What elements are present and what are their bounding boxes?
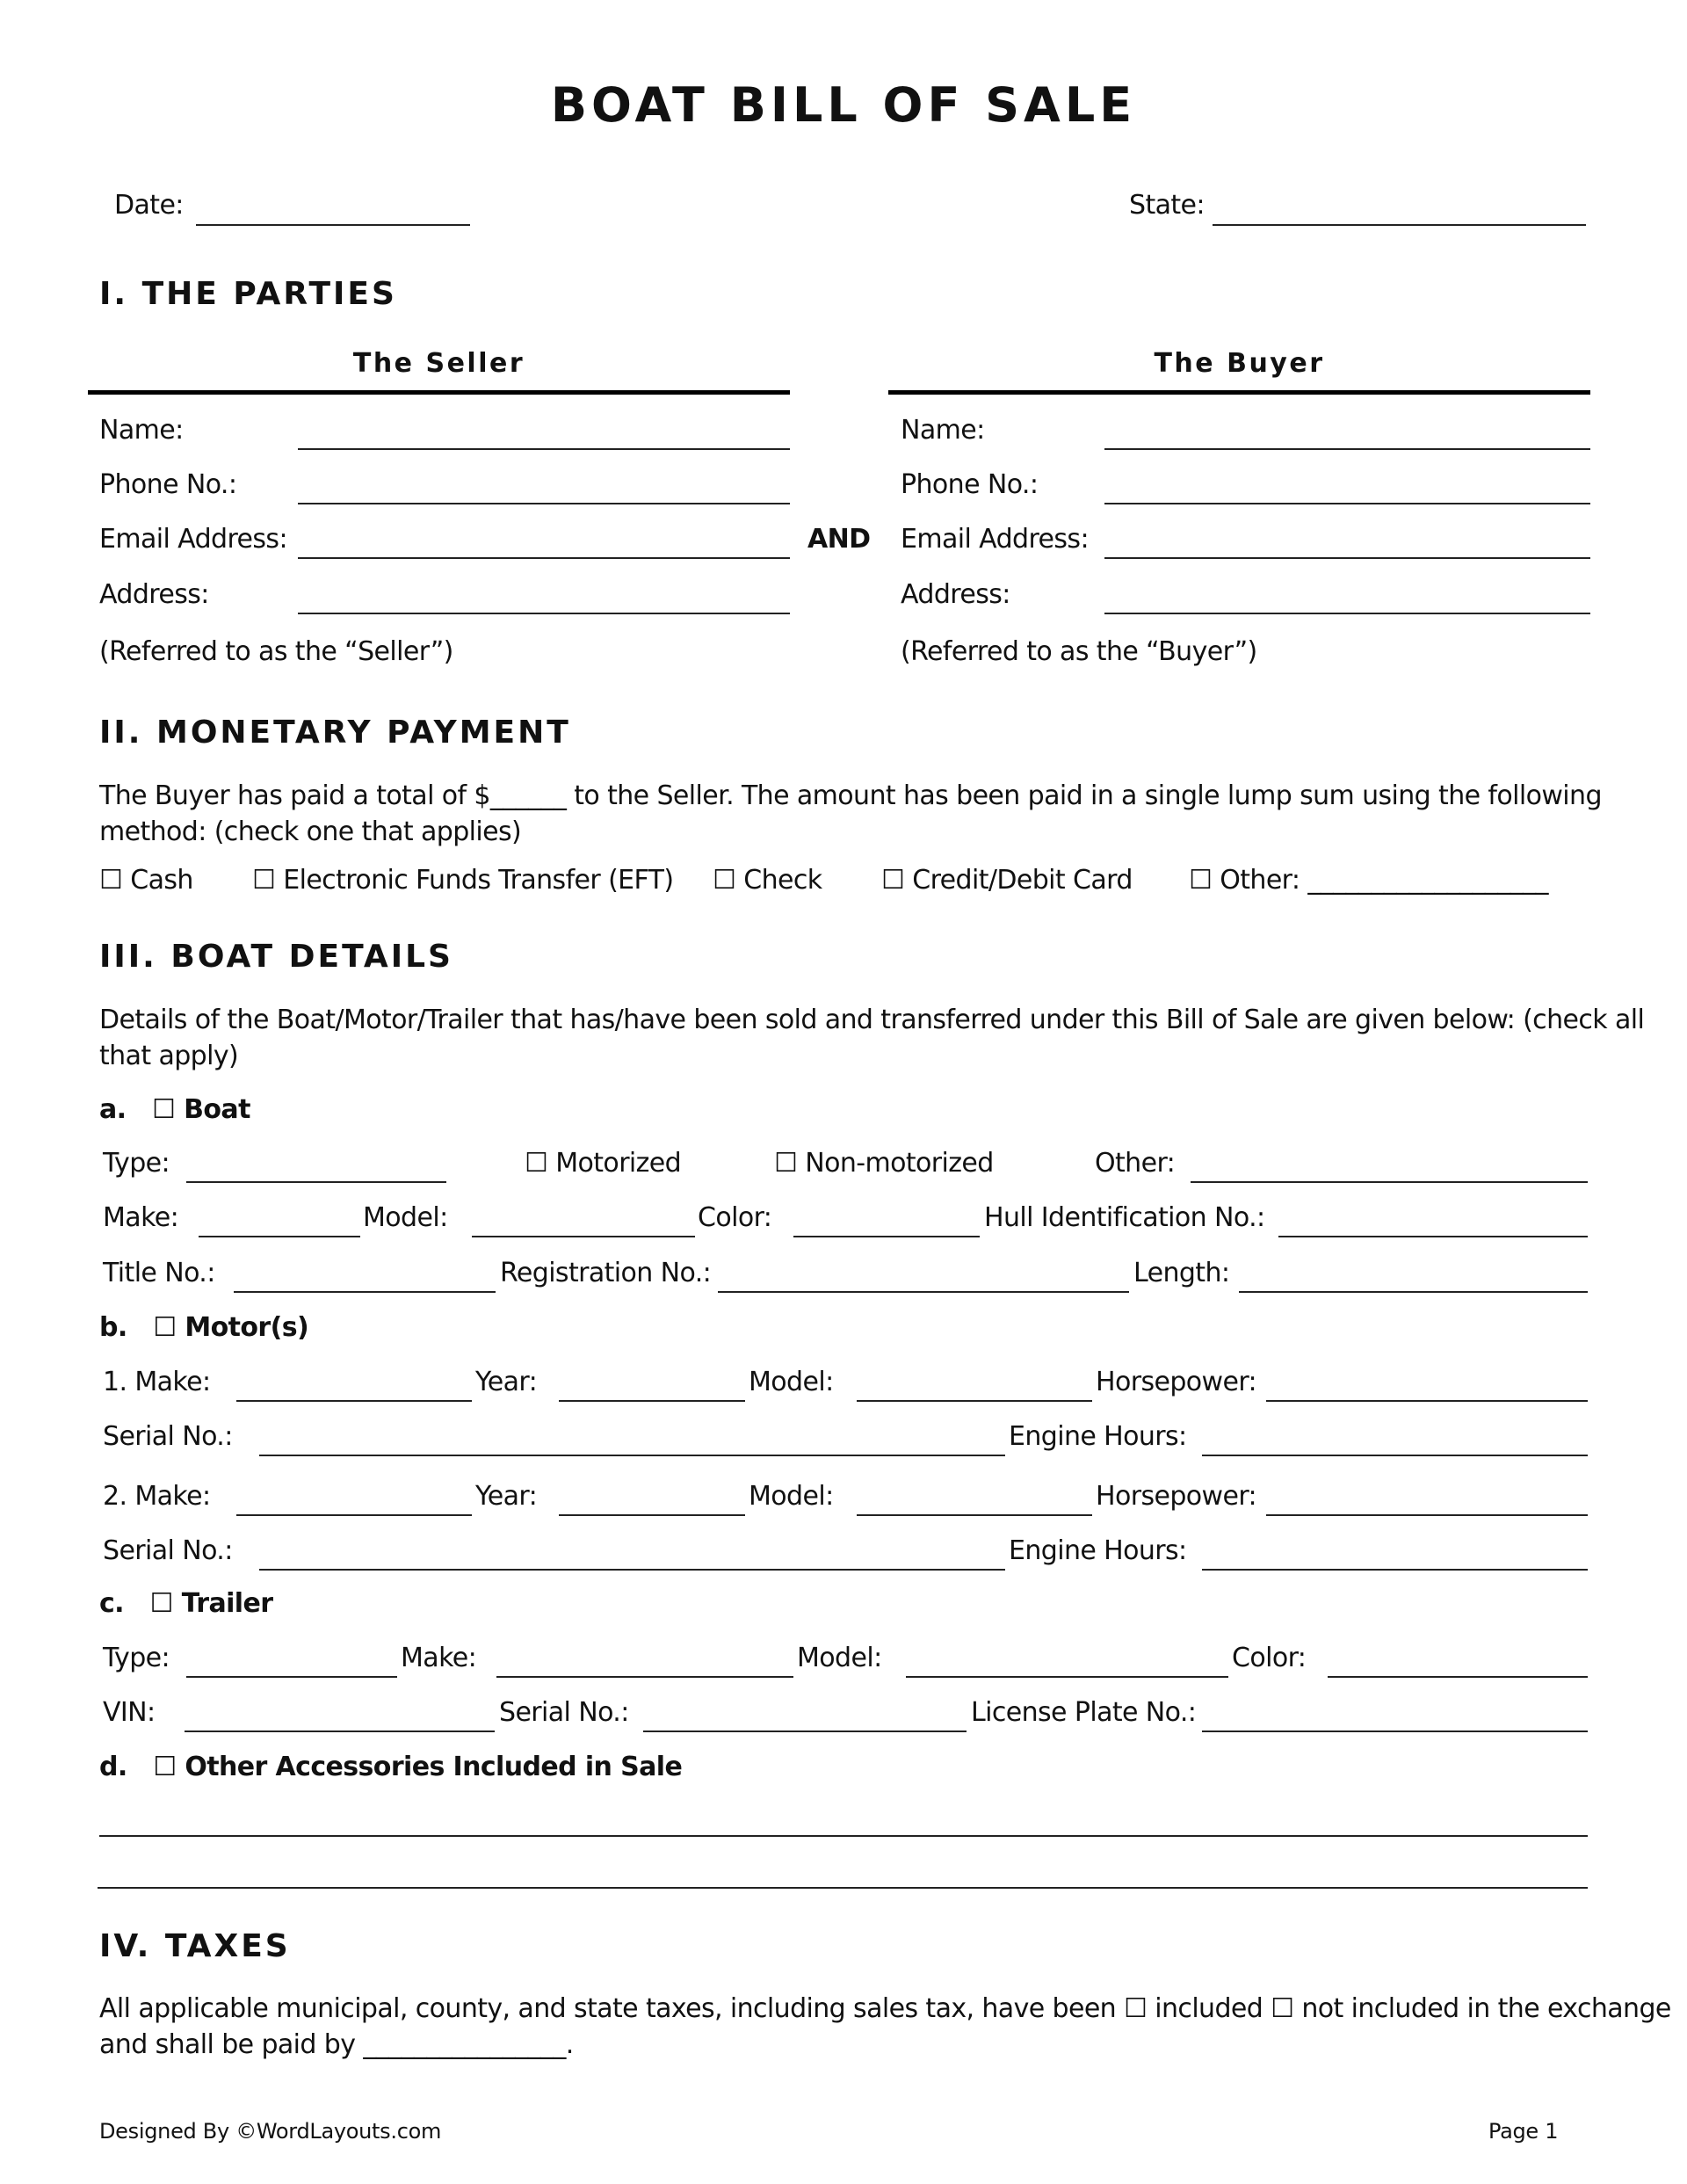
payment-option-cash[interactable]: ☐ Cash [99, 865, 193, 896]
seller-email-field[interactable] [298, 557, 790, 559]
boat-title-label: Title No.: [103, 1258, 215, 1288]
boat-motorized-option[interactable]: ☐ Motorized [525, 1148, 682, 1179]
payment-option-eft[interactable]: ☐ Electronic Funds Transfer (EFT) [252, 865, 674, 896]
boat-text-line2: that apply) [99, 1041, 239, 1071]
motor2-make-label: 2. Make: [103, 1481, 211, 1512]
checkbox-icon[interactable]: ☐ [1271, 1993, 1294, 2024]
checkbox-icon[interactable]: ☐ [713, 865, 736, 896]
seller-address-label: Address: [99, 579, 209, 610]
boat-hull-label: Hull Identification No.: [984, 1202, 1265, 1233]
payment-text-line1: The Buyer has paid a total of $______ to the Seller. The amount has been paid in a single lump sum using the following [99, 780, 1602, 811]
motor1-hours-field[interactable] [1202, 1455, 1588, 1456]
trailer-type-label: Type: [103, 1643, 170, 1673]
section-parties-heading: I. THE PARTIES [99, 276, 397, 312]
buyer-email-label: Email Address: [901, 524, 1089, 555]
motor1-make-field[interactable] [236, 1400, 472, 1402]
boat-type-field[interactable] [186, 1181, 446, 1183]
boat-type-label: Type: [103, 1148, 170, 1179]
motor2-serial-label: Serial No.: [103, 1535, 233, 1566]
buyer-title: The Buyer [1154, 348, 1325, 379]
state-label: State: [1129, 190, 1205, 221]
motor1-serial-label: Serial No.: [103, 1421, 233, 1452]
seller-name-field[interactable] [298, 448, 790, 450]
checkbox-icon[interactable]: ☐ [99, 865, 123, 896]
boat-other-field[interactable] [1191, 1181, 1588, 1183]
taxes-text-line2: and shall be paid by ________________. [99, 2029, 574, 2060]
trailer-serial-label: Serial No.: [499, 1697, 629, 1728]
page-number: Page 1 [1488, 2119, 1559, 2144]
section-boat-heading: III. BOAT DETAILS [99, 939, 453, 975]
motor1-serial-field[interactable] [259, 1455, 1005, 1456]
motor2-year-label: Year: [475, 1481, 538, 1512]
checkbox-icon[interactable]: ☐ [881, 865, 905, 896]
boat-subsection-a: a. ☐ Boat [99, 1094, 250, 1125]
boat-title-field[interactable] [234, 1291, 496, 1293]
footer-credit: Designed By ©WordLayouts.com [99, 2119, 442, 2144]
trailer-color-field[interactable] [1328, 1676, 1588, 1678]
trailer-model-label: Model: [797, 1643, 882, 1673]
boat-hull-field[interactable] [1278, 1236, 1588, 1237]
boat-model-field[interactable] [472, 1236, 695, 1237]
seller-name-label: Name: [99, 415, 184, 446]
boat-subsection-c: c. ☐ Trailer [99, 1588, 273, 1619]
motor2-model-field[interactable] [857, 1514, 1092, 1516]
seller-rule [88, 390, 790, 395]
boat-other-label: Other: [1095, 1148, 1176, 1179]
payment-text-line2: method: (check one that applies) [99, 816, 522, 847]
boat-model-label: Model: [363, 1202, 448, 1233]
trailer-plate-label: License Plate No.: [971, 1697, 1197, 1728]
payment-option-card[interactable]: ☐ Credit/Debit Card [881, 865, 1133, 896]
motor1-horsepower-field[interactable] [1266, 1400, 1588, 1402]
document-title: BOAT BILL OF SALE [550, 77, 1137, 133]
trailer-serial-field[interactable] [643, 1731, 967, 1732]
accessories-field-line2[interactable] [98, 1887, 1588, 1889]
checkbox-icon[interactable]: ☐ [149, 1588, 173, 1619]
buyer-name-field[interactable] [1104, 448, 1590, 450]
checkbox-icon[interactable]: ☐ [1124, 1993, 1148, 2024]
checkbox-icon[interactable]: ☐ [152, 1094, 176, 1125]
accessories-field-line1[interactable] [99, 1835, 1588, 1837]
motor2-serial-field[interactable] [259, 1569, 1005, 1571]
trailer-vin-label: VIN: [103, 1697, 156, 1728]
date-field[interactable] [196, 224, 470, 226]
buyer-email-field[interactable] [1104, 557, 1590, 559]
motor2-horsepower-field[interactable] [1266, 1514, 1588, 1516]
buyer-reference: (Referred to as the “Buyer”) [901, 636, 1257, 667]
trailer-model-field[interactable] [906, 1676, 1228, 1678]
payment-option-check[interactable]: ☐ Check [713, 865, 822, 896]
buyer-address-field[interactable] [1104, 613, 1590, 614]
and-label: AND [807, 524, 871, 555]
boat-subsection-b: b. ☐ Motor(s) [99, 1312, 309, 1343]
boat-text-line1: Details of the Boat/Motor/Trailer that has/have been sold and transferred under this Bill of Sale are given below: (check all [99, 1005, 1645, 1035]
seller-phone-label: Phone No.: [99, 469, 237, 500]
boat-length-field[interactable] [1239, 1291, 1588, 1293]
trailer-color-label: Color: [1232, 1643, 1307, 1673]
motor1-hours-label: Engine Hours: [1009, 1421, 1187, 1452]
motor1-horsepower-label: Horsepower: [1096, 1367, 1257, 1397]
trailer-make-label: Make: [401, 1643, 477, 1673]
buyer-rule [888, 390, 1590, 395]
section-payment-heading: II. MONETARY PAYMENT [99, 715, 571, 751]
motor2-hours-label: Engine Hours: [1009, 1535, 1187, 1566]
state-field[interactable] [1213, 224, 1586, 226]
trailer-vin-field[interactable] [185, 1731, 495, 1732]
motor1-model-field[interactable] [857, 1400, 1092, 1402]
trailer-plate-field[interactable] [1202, 1731, 1588, 1732]
buyer-name-label: Name: [901, 415, 985, 446]
seller-phone-field[interactable] [298, 503, 790, 504]
seller-title: The Seller [352, 348, 525, 379]
motor1-make-label: 1. Make: [103, 1367, 211, 1397]
section-taxes-heading: IV. TAXES [99, 1928, 291, 1964]
checkbox-icon[interactable]: ☐ [525, 1148, 548, 1179]
motor2-hours-field[interactable] [1202, 1569, 1588, 1571]
buyer-phone-field[interactable] [1104, 503, 1590, 504]
buyer-address-label: Address: [901, 579, 1010, 610]
checkbox-icon[interactable]: ☐ [774, 1148, 798, 1179]
trailer-type-field[interactable] [186, 1676, 397, 1678]
buyer-phone-label: Phone No.: [901, 469, 1039, 500]
boat-subsection-d: d. ☐ Other Accessories Included in Sale [99, 1752, 683, 1782]
seller-address-field[interactable] [298, 613, 790, 614]
date-label: Date: [114, 190, 184, 221]
checkbox-icon[interactable]: ☐ [153, 1312, 177, 1343]
taxes-text-line1: All applicable municipal, county, and state taxes, including sales tax, have been ☐ included ☐ not included in the exchange [99, 1993, 1671, 2024]
boat-registration-field[interactable] [718, 1291, 1129, 1293]
checkbox-icon[interactable]: ☐ [153, 1752, 177, 1782]
boat-make-field[interactable] [199, 1236, 360, 1237]
boat-color-label: Color: [698, 1202, 772, 1233]
motor2-horsepower-label: Horsepower: [1096, 1481, 1257, 1512]
boat-make-label: Make: [103, 1202, 179, 1233]
boat-length-label: Length: [1133, 1258, 1230, 1288]
motor2-make-field[interactable] [236, 1514, 472, 1516]
seller-email-label: Email Address: [99, 524, 287, 555]
boat-registration-label: Registration No.: [500, 1258, 712, 1288]
trailer-make-field[interactable] [496, 1676, 793, 1678]
motor1-year-label: Year: [475, 1367, 538, 1397]
motor2-model-label: Model: [749, 1481, 834, 1512]
motor1-model-label: Model: [749, 1367, 834, 1397]
checkbox-icon[interactable]: ☐ [252, 865, 276, 896]
motor2-year-field[interactable] [559, 1514, 745, 1516]
seller-reference: (Referred to as the “Seller”) [99, 636, 453, 667]
boat-nonmotorized-option[interactable]: ☐ Non-motorized [774, 1148, 994, 1179]
boat-color-field[interactable] [793, 1236, 980, 1237]
motor1-year-field[interactable] [559, 1400, 745, 1402]
checkbox-icon[interactable]: ☐ [1189, 865, 1213, 896]
payment-option-other[interactable]: ☐ Other: ___________________ [1189, 865, 1548, 896]
